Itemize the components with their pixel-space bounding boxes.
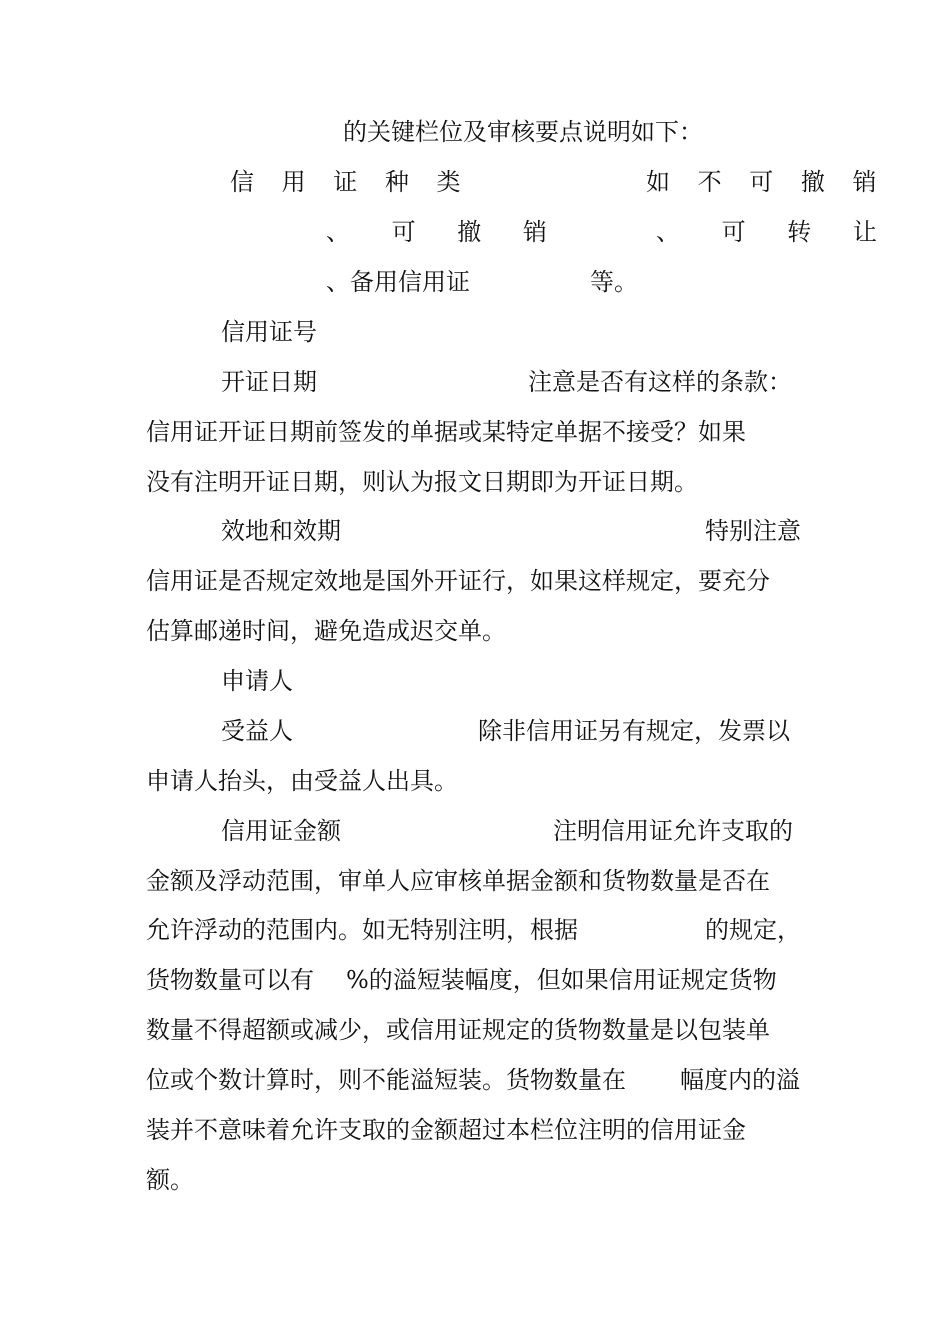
- lc-type-transferable: 、 可 转 让: [656, 218, 894, 246]
- amount-line-4b: %的溢短装幅度，但如果信用证规定货物: [346, 966, 777, 994]
- beneficiary-label: 受益人: [221, 717, 293, 745]
- issue-date-line-3: 没有注明开证日期，则认为报文日期即为开证日期。: [146, 468, 698, 496]
- amount-line-2: 金额及浮动范围，审单人应审核单据金额和货物数量是否在: [146, 867, 770, 895]
- expiry-line-2: 信用证是否规定效地是国外开证行，如果这样规定，要充分: [146, 567, 770, 595]
- amount-line-7: 装并不意味着允许支取的金额超过本栏位注明的信用证金: [146, 1116, 746, 1144]
- lc-number-label: 信用证号: [221, 318, 317, 346]
- issue-date-line-2: 信用证开证日期前签发的单据或某特定单据不接受？如果: [146, 418, 746, 446]
- beneficiary-note: 除非信用证另有规定，发票以: [478, 717, 790, 745]
- issue-date-label: 开证日期: [221, 368, 317, 396]
- amount-line-4a: 货物数量可以有: [146, 966, 314, 994]
- amount-line-3b: 的规定，: [705, 916, 801, 944]
- amount-line-5: 数量不得超额或减少，或信用证规定的货物数量是以包装单: [146, 1016, 770, 1044]
- lc-type-note-irrevocable: 如 不 可 撤 销: [646, 168, 887, 196]
- lc-type-label: 信 用 证 种 类: [230, 168, 471, 196]
- intro-line: 的关键栏位及审核要点说明如下：: [343, 118, 703, 146]
- expiry-note: 特别注意: [705, 517, 801, 545]
- lc-type-standby: 、备用信用证: [326, 268, 470, 296]
- beneficiary-line-2: 申请人抬头，由受益人出具。: [146, 767, 458, 795]
- lc-type-tail: 等。: [590, 268, 638, 296]
- expiry-line-3: 估算邮递时间，避免造成迟交单。: [146, 617, 506, 645]
- amount-line-3a: 允许浮动的范围内。如无特别注明，根据: [146, 916, 578, 944]
- amount-line-6a: 位或个数计算时，则不能溢短装。货物数量在: [146, 1066, 626, 1094]
- lc-type-revocable: 、 可 撤 销: [326, 218, 564, 246]
- amount-line-8: 额。: [146, 1166, 194, 1194]
- expiry-label: 效地和效期: [221, 517, 341, 545]
- issue-date-note: 注意是否有这样的条款：: [528, 368, 792, 396]
- amount-note: 注明信用证允许支取的: [553, 817, 793, 845]
- applicant-label: 申请人: [221, 667, 293, 695]
- amount-line-6b: 幅度内的溢: [680, 1066, 800, 1094]
- amount-label: 信用证金额: [221, 817, 341, 845]
